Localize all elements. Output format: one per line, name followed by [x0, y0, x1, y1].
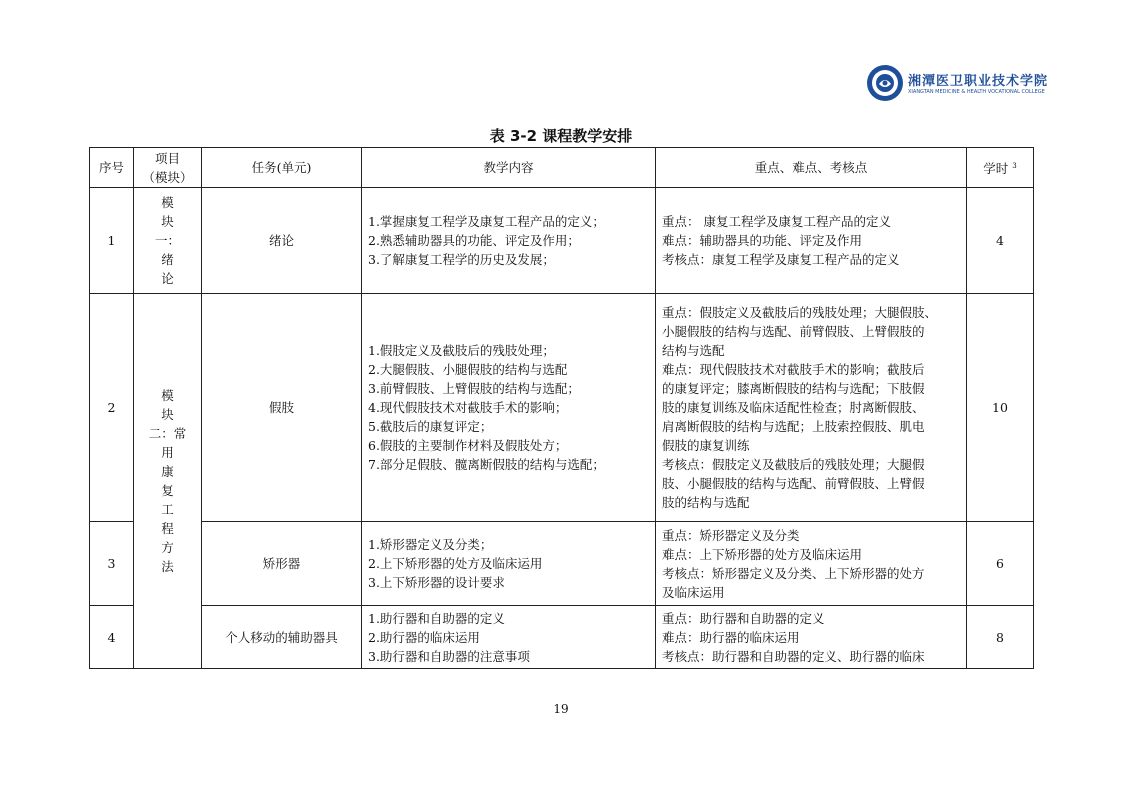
keypoint-line: 及临床运用: [662, 584, 725, 600]
hours-cell: 10: [967, 294, 1034, 522]
keypoint-line: 难点：现代假肢技术对截肢手术的影响；截肢后: [662, 362, 925, 377]
col-header-module-line1: 项目: [154, 150, 180, 166]
row-number: 2: [90, 294, 134, 522]
module-char: 一：: [154, 233, 180, 248]
module-char: 论: [161, 271, 174, 286]
col-header-task: 任务(单元): [202, 148, 362, 188]
col-header-content: 教学内容: [362, 148, 656, 188]
keypoint-line: 考核点：助行器和自助器的定义、助行器的临床: [662, 648, 925, 664]
content-cell: [362, 522, 656, 606]
module-char: 康: [161, 464, 174, 479]
content-line: 1.掌握康复工程学及康复工程产品的定义；: [368, 214, 605, 229]
keypoint-line: 肩离断假肢的结构与选配；上肢索控假肢、肌电: [662, 419, 925, 434]
keypoint-line: 假肢的康复训练: [662, 438, 750, 453]
college-name-cn: 湘潭医卫职业技术学院: [908, 74, 1049, 89]
college-name-en: XIANGTAN MEDICINE & HEALTH VOCATIONAL COLLEGE: [908, 89, 1045, 95]
content-line: 1.助行器和自助器的定义: [368, 610, 505, 626]
content-line: 7.部分足假肢、髋离断假肢的结构与选配；: [368, 457, 605, 472]
keypoint-line: 考核点：假肢定义及截肢后的残肢处理；大腿假: [662, 457, 925, 472]
col-header-module: [134, 148, 202, 188]
row-number: 4: [90, 606, 134, 669]
table-title: 表 3-2 课程教学安排: [489, 127, 633, 145]
keypoint-line: 肢的康复训练及临床适配性检查；肘离断假肢、: [662, 400, 925, 415]
content-line: 3.助行器和自助器的注意事项: [368, 648, 530, 664]
page-number: 19: [553, 702, 569, 716]
content-line: 2.助行器的临床运用: [368, 629, 480, 645]
hours-cell: 8: [967, 606, 1034, 669]
module-char: 方: [161, 540, 174, 555]
content-line: 4.现代假肢技术对截肢手术的影响；: [368, 400, 568, 415]
module-char: 二：常: [148, 426, 187, 441]
col-header-module-line2: （模块）: [142, 169, 193, 185]
keypoint-line: 考核点：矫形器定义及分类、上下矫形器的处方: [662, 565, 925, 581]
hours-cell: 6: [967, 522, 1034, 606]
module-cell-2: [134, 294, 202, 669]
module-cell-1: [134, 188, 202, 294]
hours-cell: 4: [967, 188, 1034, 294]
keypoint-line: 重点：矫形器定义及分类: [662, 527, 800, 543]
col-header-hours-note: 3: [1012, 161, 1017, 170]
content-cell: [362, 294, 656, 522]
table-row: [90, 188, 1034, 294]
col-header-no: 序号: [90, 148, 134, 188]
keypoints-cell: [656, 188, 967, 294]
content-line: 3.前臂假肢、上臂假肢的结构与选配；: [368, 381, 580, 396]
table-row: [90, 294, 1034, 522]
content-cell: [362, 188, 656, 294]
table-row: [90, 606, 1034, 669]
keypoint-line: 考核点：康复工程学及康复工程产品的定义: [662, 252, 900, 267]
keypoints-cell: [656, 606, 967, 669]
keypoints-cell: [656, 522, 967, 606]
content-cell: [362, 606, 656, 669]
college-logo: [866, 64, 1049, 104]
table-header-row: [90, 148, 1034, 188]
keypoints-cell: [656, 294, 967, 522]
table-row: [90, 522, 1034, 606]
keypoint-line: 结构与选配: [662, 343, 725, 358]
course-schedule-table: [89, 147, 1034, 669]
task-cell: 绪论: [202, 188, 362, 294]
keypoint-line: 重点： 康复工程学及康复工程产品的定义: [662, 214, 891, 229]
task-cell: 矫形器: [202, 522, 362, 606]
keypoint-line: 重点：假肢定义及截肢后的残肢处理；大腿假肢、: [662, 305, 938, 320]
col-header-hours-label: 学时: [983, 161, 1009, 177]
col-header-keypoints: 重点、难点、考核点: [656, 148, 967, 188]
module-char: 模: [161, 388, 174, 403]
keypoint-line: 小腿假肢的结构与选配、前臂假肢、上臂假肢的: [662, 324, 925, 339]
content-line: 1.矫形器定义及分类；: [368, 537, 493, 552]
module-char: 工: [161, 502, 174, 517]
module-char: 用: [161, 445, 174, 460]
row-number: 3: [90, 522, 134, 606]
keypoint-line: 难点：助行器的临床运用: [662, 629, 800, 645]
keypoint-line: 的康复评定；膝离断假肢的结构与选配；下肢假: [662, 381, 925, 396]
content-line: 2.熟悉辅助器具的功能、评定及作用；: [368, 233, 580, 248]
task-cell: 个人移动的辅助器具: [202, 606, 362, 669]
keypoint-line: 重点：助行器和自助器的定义: [662, 610, 825, 626]
module-char: 块: [161, 407, 174, 422]
content-line: 2.大腿假肢、小腿假肢的结构与选配: [368, 362, 568, 377]
module-char: 块: [161, 214, 174, 229]
row-number: 1: [90, 188, 134, 294]
content-line: 2.上下矫形器的处方及临床运用: [368, 556, 543, 571]
module-char: 法: [161, 559, 174, 574]
keypoint-line: 肢、小腿假肢的结构与选配、前臂假肢、上臂假: [662, 476, 925, 491]
module-char: 模: [161, 195, 174, 210]
keypoint-line: 肢的结构与选配: [662, 495, 750, 510]
module-char: 绪: [161, 252, 174, 267]
college-seal-icon: [866, 64, 904, 102]
module-char: 程: [161, 521, 174, 536]
content-line: 3.了解康复工程学的历史及发展；: [368, 252, 555, 267]
module-char: 复: [161, 483, 174, 498]
content-line: 1.假肢定义及截肢后的残肢处理；: [368, 343, 555, 358]
content-line: 3.上下矫形器的设计要求: [368, 575, 505, 590]
task-cell: 假肢: [202, 294, 362, 522]
content-line: 5.截肢后的康复评定；: [368, 419, 493, 434]
content-line: 6.假肢的主要制作材料及假肢处方；: [368, 438, 568, 453]
keypoint-line: 难点：辅助器具的功能、评定及作用: [662, 233, 863, 248]
col-header-hours: [967, 148, 1034, 188]
keypoint-line: 难点：上下矫形器的处方及临床运用: [662, 546, 863, 562]
